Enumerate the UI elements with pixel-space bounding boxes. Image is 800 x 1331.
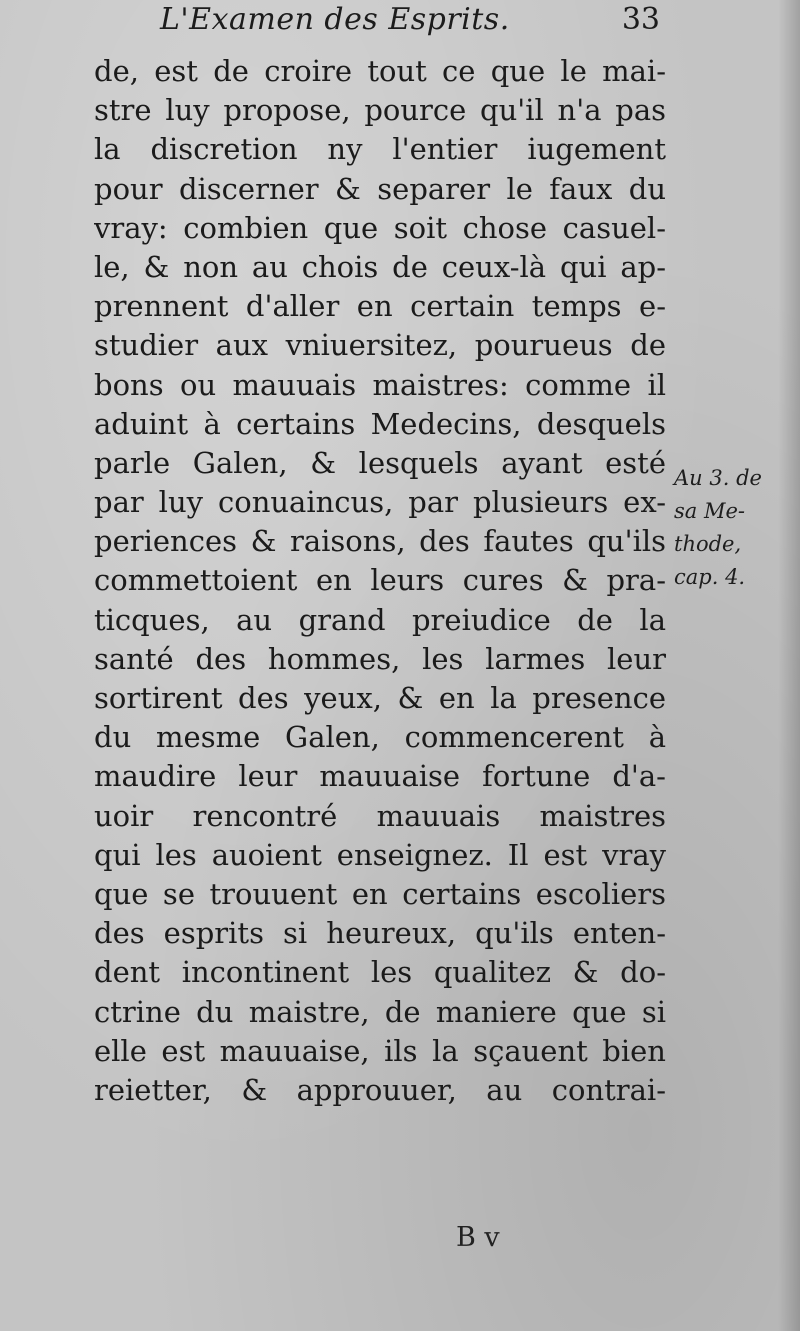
- text-line: ctrine du maistre, de maniere que si: [94, 994, 666, 1029]
- signature-mark: B v: [456, 1222, 500, 1253]
- text-line: uoir rencontré mauuais maistres: [94, 798, 666, 833]
- text-line: pour discerner & separer le faux du: [94, 171, 666, 206]
- text-line: periences & raisons, des fautes qu'ils: [94, 524, 666, 559]
- running-title: L'Examen des Esprits.: [160, 2, 510, 37]
- text-line: maudire leur mauuaise fortune d'a-: [94, 759, 666, 794]
- text-line: sortirent des yeux, & en la presence: [94, 681, 666, 715]
- margin-note-line: thode,: [674, 532, 742, 556]
- text-line: studier aux vniuersitez, pourueus de: [94, 328, 666, 363]
- text-line: reietter, & approuuer, au contrai-: [94, 1072, 666, 1107]
- text-line: du mesme Galen, commencerent à: [94, 720, 666, 755]
- text-line: dent incontinent les qualitez & do-: [94, 955, 666, 990]
- margin-note-line: Au 3. de: [674, 466, 762, 490]
- page-number: 33: [621, 2, 660, 37]
- page-gutter-shadow: [778, 0, 800, 1331]
- text-line: elle est mauuaise, ils la sçauent bien: [94, 1033, 666, 1068]
- margin-note: [674, 462, 794, 594]
- body-text: [94, 52, 666, 1110]
- margin-note-line: cap. 4.: [674, 565, 746, 589]
- text-line: vray: combien que soit chose casuel-: [94, 210, 666, 245]
- text-line: des esprits si heureux, qu'ils enten-: [94, 916, 666, 951]
- text-line: ticques, au grand preiudice de la: [94, 602, 666, 637]
- margin-note-line: sa Me-: [674, 499, 745, 523]
- text-line: aduint à certains Medecins, desquels: [94, 406, 666, 441]
- text-line: parle Galen, & lesquels ayant esté: [94, 445, 666, 480]
- text-line: commettoient en leurs cures & pra-: [94, 563, 666, 598]
- text-line: stre luy propose, pource qu'il n'a pas: [94, 93, 666, 128]
- text-line: de, est de croire tout ce que le mai-: [94, 54, 666, 88]
- page-header: [160, 2, 660, 42]
- text-line: qui les auoient enseignez. Il est vray: [94, 837, 666, 872]
- text-line: bons ou mauuais maistres: comme il: [94, 367, 666, 402]
- text-line: par luy conuaincus, par plusieurs ex-: [94, 485, 666, 520]
- text-line: la discretion ny l'entier iugement: [94, 132, 666, 167]
- text-line: prennent d'aller en certain temps e-: [94, 289, 666, 324]
- text-line: que se trouuent en certains escoliers: [94, 876, 666, 911]
- text-line: le, & non au chois de ceux-là qui ap-: [94, 249, 666, 284]
- text-line: santé des hommes, les larmes leur: [94, 641, 666, 676]
